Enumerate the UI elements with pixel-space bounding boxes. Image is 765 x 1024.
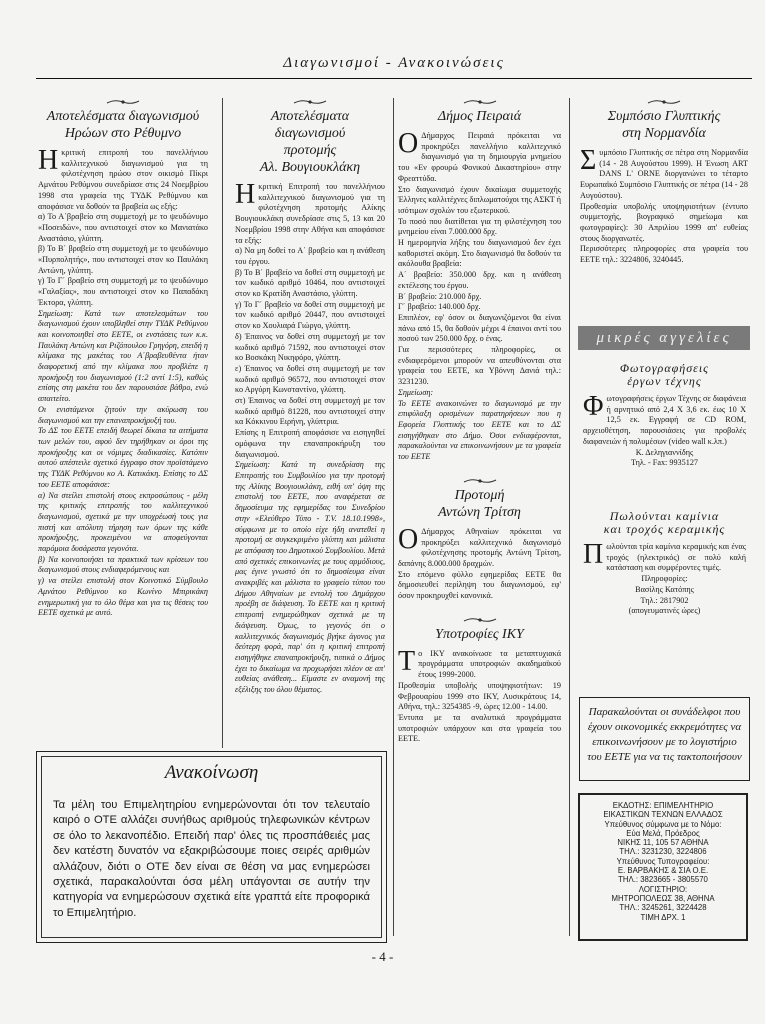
ad-contact-phone: Τηλ. - Fax: 9935127 (630, 458, 699, 468)
column-piraeus (398, 98, 561, 745)
paragraph: γ) Το Γ΄ βραβείο να δοθεί στη συμμετοχή με τον κωδικό αριθμό 20447, που αντιστοιχεί στον κο Χουλιαρά Γιώργο, γλύπτη. (235, 299, 385, 331)
publisher-line: Εύα Μελά, Πρόεδρος (626, 828, 700, 838)
publisher-line: ΤΗΛ.: 3245261, 3224428 (619, 903, 707, 913)
paragraph: κριτική επιτροπή του πανελλήνιου καλλιτεχνικού διαγωνισμού για τη φιλοτέχνηση ηρώου στον οικισμό Πίκρι Αμνάτου Ρεθύμνου συνεδρίασε στις 24 Νοεμβρίου 1998 στα γραφεία της ΤΥΔΚ Ρεθύμνου και αποφάσισε να δοθούν τα βραβεία ως εξής: (38, 148, 208, 211)
article-title: Προτομή Αντώνη Τρίτση (438, 487, 521, 520)
paragraph: Περισσότερες πληροφορίες στα γραφεία του ΕΕΤΕ τηλ.: 3224806, 3240445. (580, 244, 748, 265)
publisher-line: ΝΙΚΗΣ 11, 105 57 ΑΘΗΝΑ (617, 838, 709, 848)
paragraph: Επίσης η Επιτροπή αποφάσισε να εισηγηθεί ομόφωνα την επαναπροκήρυξη του διαγωνισμού. (235, 428, 385, 459)
paragraph: κριτική Επιτροπή του πανελλήνιου καλλιτεχνικού διαγωνισμού για τη φιλοτέχνηση προτομής Αλίκης Βουγιουκλάκη συνεδρίασε στις 5, 13 και 20 Νοεμβρίου 1998 στην Αθήνα και αποφάσισε τα εξής: (235, 182, 385, 245)
drop-cap: Τ (398, 645, 416, 677)
paragraph: β) Το Β΄ βραβείο στη συμμετοχή με το ψευδώνυμο «Πυρπολητής», που αντιστοιχεί στον κο Παυλάκη Αντώνη, γλύπτη. (38, 244, 208, 275)
paragraph: Δήμαρχος Πειραιά πρόκειται να προκηρύξει πανελλήνιο καλλιτεχνικό διαγωνισμό για τη δημιουργία μνημείου του «Εν φρουρώ Φονικού Δικαστηρίου» στην Φρεαττύδα. (398, 131, 561, 183)
ad-info-label: Πληροφορίες: (641, 574, 688, 584)
paragraph: β) Το Β΄ βραβείο να δοθεί στη συμμετοχή με τον κωδικό αριθμό 10464, που αντιστοιχεί στον κο Κρατίδη Αναστάσιο, γλύπτη. (235, 267, 385, 299)
drop-cap: Η (235, 179, 256, 210)
page-number: - 4 - (371, 949, 394, 964)
drop-cap: Σ (580, 145, 597, 176)
article-title: Δήμος Πειραιά (437, 109, 522, 124)
note-label: Σημείωση: (398, 387, 434, 397)
paragraph: υμπόσιο Γλυπτικής σε πέτρα στη Νορμανδία (14 - 28 Αυγούστου 1999). Η Ένωση ART DANS L' ORNE διοργανώνει το τέταρτο Ευρωπαϊκό Συμπόσιο Γλυπτικής σε πέτρα (14 - 28 Αυγούστου). (580, 148, 748, 200)
header-rule (36, 78, 752, 79)
note-paragraph: Σημείωση: Κατά των αποτελεσμάτων του διαγωνισμού έχουν υποβληθεί στην ΤΥΔΚ Ρεθύμνου και κοινοποιηθεί στο ΕΕΤΕ, οι ενστάσεις των κ.κ. Παυλάκη Αντώνη και Ριζόπουλου Γρηγόρη, επειδή η κλίμακα της μακέτας του Α΄βραβευθέντα ήταν διαφορετική από την κλίμακα που προβλέπε η προκήρυξη του διαγωνισμού (1:2 αντί 1:5), καθώς επίσης στη μακέτα του δεν παρουσιάσε βάθρο, ενώ απαιτείτο. (38, 308, 208, 404)
article-title: Αποτελέσματα διαγωνισμού Ηρώων στο Ρέθυμνο (46, 109, 200, 141)
article-title: Αποτελέσματα διαγωνισμού προτομής Αλ. Βουγιουκλάκη (259, 109, 361, 175)
paragraph: β) Να κοινοποιήσει τα πρακτικά των κρίσεων του διαγωνισμού στους ενδιαφερόμενους και (38, 554, 208, 575)
paragraph: στ) Έπαινος να δοθεί στη συμμετοχή με τον κωδικό αριθμό 81228, που αντιστοιχεί στην κα Κόκκινου Ειρήνη, γλύπτρια. (235, 396, 385, 427)
publisher-line: ΛΟΓΙΣΤΗΡΙΟ: (638, 884, 688, 894)
ad-title: Πωλούνται καμίνια και τροχός κεραμικής (603, 509, 726, 536)
ornament-icon (235, 98, 385, 106)
drop-cap: Π (583, 539, 604, 570)
paragraph: Δήμαρχος Αθηναίων πρόκειται να προκηρύξει καλλιτεχνικό διαγωνισμό φιλοτέχνησης προτομής Αντώνη Τρίτση, δαπάνης 8.000.000 δραχμών. (398, 526, 561, 568)
ad-contact-phone: Τηλ.: 2817902 (640, 595, 689, 605)
paragraph: δ) Έπαινος να δοθεί στη συμμετοχή με τον κωδικό αριθμό 71592, που αντιστοιχεί στον κο Βοσκάκη Νικηφόρο, γλύπτη. (235, 331, 385, 363)
column-divider (222, 98, 223, 748)
column-divider (393, 98, 394, 936)
note-paragraph: Το ΕΕΤΕ ανακοινώνει το διαγωνισμό με την επιφύλαξη ορισμένων παρατηρήσεων που η Εφορεία Γλυπτικής του ΕΕΤΕ και το ΔΣ εισηγήθηκαν στο Δήμο. Όσοι ενδιαφέρονται, παρακαλούνται να επικοινωνήσουν με τα γραφεία του ΕΕΤΕ (398, 398, 561, 462)
paragraph: Β΄ βραβείο: 210.000 δρχ. (398, 291, 482, 301)
paragraph: Το ΔΣ του ΕΕΤΕ επειδή θεωρεί δίκαια τα αιτήματα των μελών του, αφού δεν τηρήθηκαν οι όροι της προκήρυξης και οι νόμιμες διαδικασίες. Κατόπιν αυτού απέστειλε σχετικό έγγραφο στον προϊστάμενο της ΤΥΔΚ Ρεθύμνου κο Α. Κατικάκη. Επίσης το ΔΣ του ΕΕΤΕ αποφάσισε: (38, 426, 208, 489)
paragraph: ο ΙΚΥ ανακοίνωσε τα μεταπτυχιακά προγράμματα υποτροφιών ακαδημαϊκού έτους 1999-2000. (418, 648, 561, 680)
publisher-line: ΜΗΤΡΟΠΟΛΕΩΣ 38, ΑΘΗΝΑ (611, 893, 715, 903)
classifieds-banner: μικρές αγγελίες (578, 326, 750, 350)
publisher-line: ΤΙΜΗ ΔΡΧ. 1 (640, 912, 686, 922)
ornament-icon (398, 98, 561, 106)
paragraph: ωλούνται τρία καμίνια κεραμικής και ένας τροχός (ηλεκτρικός) σε πολύ καλή κατάσταση και συμφέροντες τιμές. (606, 542, 746, 573)
paragraph: Οι ενιστάμενοι ζητούν την ακύρωση του διαγωνισμού και την επαναπροκήρυξή του. (38, 404, 208, 425)
announcement-box (36, 751, 387, 943)
ad-hours: (απογευματινές ώρες) (628, 606, 701, 616)
paragraph: Η ημερομηνία λήξης του διαγωνισμού δεν έχει καθοριστεί ακόμη. Στο διαγωνισμό θα δοθούν τα ακόλουθα βραβεία: (398, 238, 561, 269)
paragraph: Για περισσότερες πληροφορίες, οι ενδιαφερόμενοι μπορούν να απευθύνονται στα γραφεία του ΕΕΤΕ, κα Υβόννη Δανιά τηλ.: 3231230. (398, 345, 561, 387)
drop-cap: Φ (583, 391, 604, 422)
paragraph: α) Το Α΄βραβείο στη συμμετοχή με το ψευδώνυμο «Ποσειδών», που αντιστοιχεί στον κο Μανιατάκο Αναστάσιο, γλύπτη. (38, 212, 208, 243)
paragraph: α) Να στείλει επιστολή στους εκπροσώπους - μέλη της κριτικής επιτροπής του καλλιτεχνικού διαγωνισμού, σχετικά με την υποχρέωσή τους για πιστή και απόλυτη τήρηση των όρων της κάθε προκήρυξης, προκειμένου να αποφεύγονται παρόμοια δυσάρεστα γεγονότα. (38, 490, 208, 554)
article-rethymno (38, 98, 208, 619)
article-vougiouklaki (235, 98, 385, 696)
publisher-line: ΕΚΔΟΤΗΣ: ΕΠΙΜΕΛΗΤΗΡΙΟ (612, 801, 714, 810)
publisher-line: Υπεύθυνος σύμφωνα με το Νόμο: (604, 819, 722, 829)
payment-notice-box (579, 697, 750, 781)
paragraph: ωτογραφήσεις έργων Τέχνης σε διαφάνεια ή αρνητικό από 2,4 Χ 3,6 εκ. έως 10 Χ 12,5 εκ. Εγγραφή σε CD ROM, αρχειοθέτηση, παρουσιάσεις για προβολές διαφανειών ή πολυμέσων (video wall κ.λπ.) (583, 394, 746, 446)
column-divider (569, 98, 570, 936)
announcement-title: Ανακοίνωση (164, 762, 259, 783)
publisher-line: ΤΗΛ.: 3231230, 3224806 (619, 847, 707, 857)
publisher-line: Υπεύθυνος Τυπογραφείου: (616, 856, 710, 866)
classified-ad-photography (583, 362, 746, 469)
publisher-info-box (578, 793, 748, 941)
ad-title: Φωτογραφήσεις έργων τέχνης (619, 361, 710, 388)
ornament-icon (580, 98, 748, 106)
paragraph: Προθεσμία υποβολής υποψηφιοτήτων: 19 Φεβρουαρίου 1999 στο ΙΚΥ, Λυσικράτους 14, Αθήνα, τηλ.: 3254385 -9, ώρες 12.00 - 14.00. (398, 680, 561, 712)
page-header-title: Διαγωνισμοί - Ανακοινώσεις (283, 55, 505, 71)
publisher-line: Ε. ΒΑΡΒΑΚΗΣ & ΣΙΑ Ο.Ε. (617, 866, 709, 876)
ornament-icon (398, 616, 561, 624)
article-title: Υποτροφίες ΙΚΥ (435, 626, 524, 642)
ornament-icon (398, 477, 561, 485)
paragraph: Επιπλέον, εφ' όσον οι διαγωνιζόμενοι θα είναι πάνω από 15, θα δοθούν μέχρι 4 έπαινοι αντί του ποσού των 250.000 δρχ. ο ένας. (398, 312, 561, 344)
column-normandy (580, 98, 748, 266)
paragraph: Στο διαγωνισμό έχουν δικαίωμα συμμετοχής Έλληνες καλλιτέχνες διπλωματούχοι της ΑΣΚΤ ή ισότιμων σχολών του εξωτερικού. (398, 184, 561, 215)
paragraph: Γ΄ βραβείο: 140.000 δρχ. (398, 302, 481, 312)
ad-contact-name: Κ. Δεληγιαννίδης (635, 447, 694, 457)
paragraph: Το ποσό που διατίθεται για τη φιλοτέχνηση του μνημείου είναι 7.000.000 δρχ. (398, 216, 561, 237)
notice-text: Παρακαλούνται οι συνάδελφοι που έχουν οικονομικές εκκρεμότητες να επικοινωνήσουν με το λογιστήριο του ΕΕΤΕ για να τις τακτοποιήσουν (587, 706, 742, 763)
paragraph: ε) Έπαινος να δοθεί στη συμμετοχή με τον κωδικό αριθμό 96572, που αντιστοιχεί στον κο Αργύρη Κωνσταντίνο, γλύπτη. (235, 363, 385, 395)
paragraph: Προθεσμία υποβολής υποψηφιοτήτων (έντυπο συμμετοχής, βιογραφικό σημείωμα και φωτογραφίες): 30 Απριλίου 1999 απ' ευθείας στους διοργανωτές. (580, 201, 748, 243)
ad-contact-name: Βασίλης Κατόπης (635, 584, 694, 594)
drop-cap: Η (38, 145, 59, 176)
paragraph: γ) να στείλει επιστολή στον Κοινοτικό Σύμβουλο Αμνάτου Ρεθύμνου κο Κωνίνο Μπιρικάκη ενημερωτική για το όλο θέμα και για τις θέσεις του ΕΕΤΕ σχετικά με αυτό. (38, 576, 208, 618)
paragraph: α) Να μη δοθεί το Α΄ βραβείο και η ανάθεση του έργου. (235, 246, 385, 266)
paragraph: γ) Το Γ΄ βραβείο στη συμμετοχή με το ψευδώνυμο «Γαλαξίας», που αντιστοιχεί στον κο Παπαδάκη Έκτορα, γλύπτη. (38, 276, 208, 307)
paragraph: Έντυπα με τα αναλυτικά προγράμματα υποτροφιών υπάρχουν και στα γραφεία του ΕΕΤΕ. (398, 712, 561, 744)
paragraph: Α΄ βραβείο: 350.000 δρχ. και η ανάθεση εκτέλεσης του έργου. (398, 270, 561, 290)
drop-cap: Ο (398, 128, 419, 159)
paragraph: Στο επόμενο φύλλο εφημερίδας ΕΕΤΕ θα δημοσιευθεί περίληψη του διαγωνισμού, εφ' όσον προκηρυχθεί κανονικά. (398, 569, 561, 601)
note-paragraph: Σημείωση: Κατά τη συνεδρίαση της Επιτροπής του Συμβουλίου για την προτομή της Αλίκης Βουγιουκλάκη, ειθή υπ' όψη της επιστολή του ΕΕΤΕ, που αναφέρεται σε δημοσίευμα της εφημερίδας του Συνεδρίου στην «Ελεύθερο Τύπο - Τ.V. 18.10.1998», σύμφωνα με το οποίο είχε ήδη ανατεθεί η προτομή σε συγκεκριμένο γλύπτη και μάλιστα με απόφαση του Δημοτικού Συμβουλίου. Μετά από σχετικές επικοινωνίες με τους αρμόδιους, μας έγινε γνωστό ότι το δημοσίευμα είναι ανακριβές και μάλιστα το γραφείο τύπου του Δήμου Αθηναίων με εντολή του Δημάρχου προέβη σε διάψευση. Το ΕΕΤΕ και η κριτική επιτροπή ενημερώθηκαν σχετικά με τη διάψευση. Όμως, το γεγονός ότι ο καλλιτεχνικός διαγωνισμός βγήκε άγονος για δεύτερη φορά, παρ' ότι η κριτική επιτροπή εισηγήθηκε επαναπροκήρυξη, τυπικά ο Δήμος έχει το δικαίωμα να προχωρήσει πλέον σε απ' ευθείας ανάθεση... Είμαστε εν αναμονή της εξέλιξης του όλου θέματος. (235, 460, 385, 695)
classified-ad-kilns (583, 510, 746, 617)
publisher-line: ΤΗΛ.: 3823665 - 3805570 (618, 875, 708, 885)
publisher-line: ΕΙΚΑΣΤΙΚΩΝ ΤΕΧΝΩΝ ΕΛΛΑΔΟΣ (603, 810, 723, 820)
drop-cap: Ο (398, 523, 419, 555)
ornament-icon (38, 98, 208, 106)
article-title: Συμπόσιο Γλυπτικής στη Νορμανδία (607, 109, 721, 141)
announcement-body: Τα μέλη του Επιμελητηρίου ενημερώνονται ότι τον τελευταίο καιρό ο ΟΤΕ αλλάζει συνήθως αριθμούς τηλεφωνικών κέντρων σε όλο το λεκανοπέδιο. Επειδή παρ' όλες τις προσπάθειές μας δεν κατέστη δυνατόν να εξακριβώσουμε ποιες σειρές αριθμών αλλάζουν, διότι ο ΟΤΕ δεν είναι σε θέση να μας ενημερώσει σχετικά, παρακαλούνται όσα μέλη υπάγονται σε αυτήν την κατηγορία να ενημερώσουν σχετικά είτε γραπτά είτε προφορικά το Επιμελητήριο. (53, 799, 370, 919)
